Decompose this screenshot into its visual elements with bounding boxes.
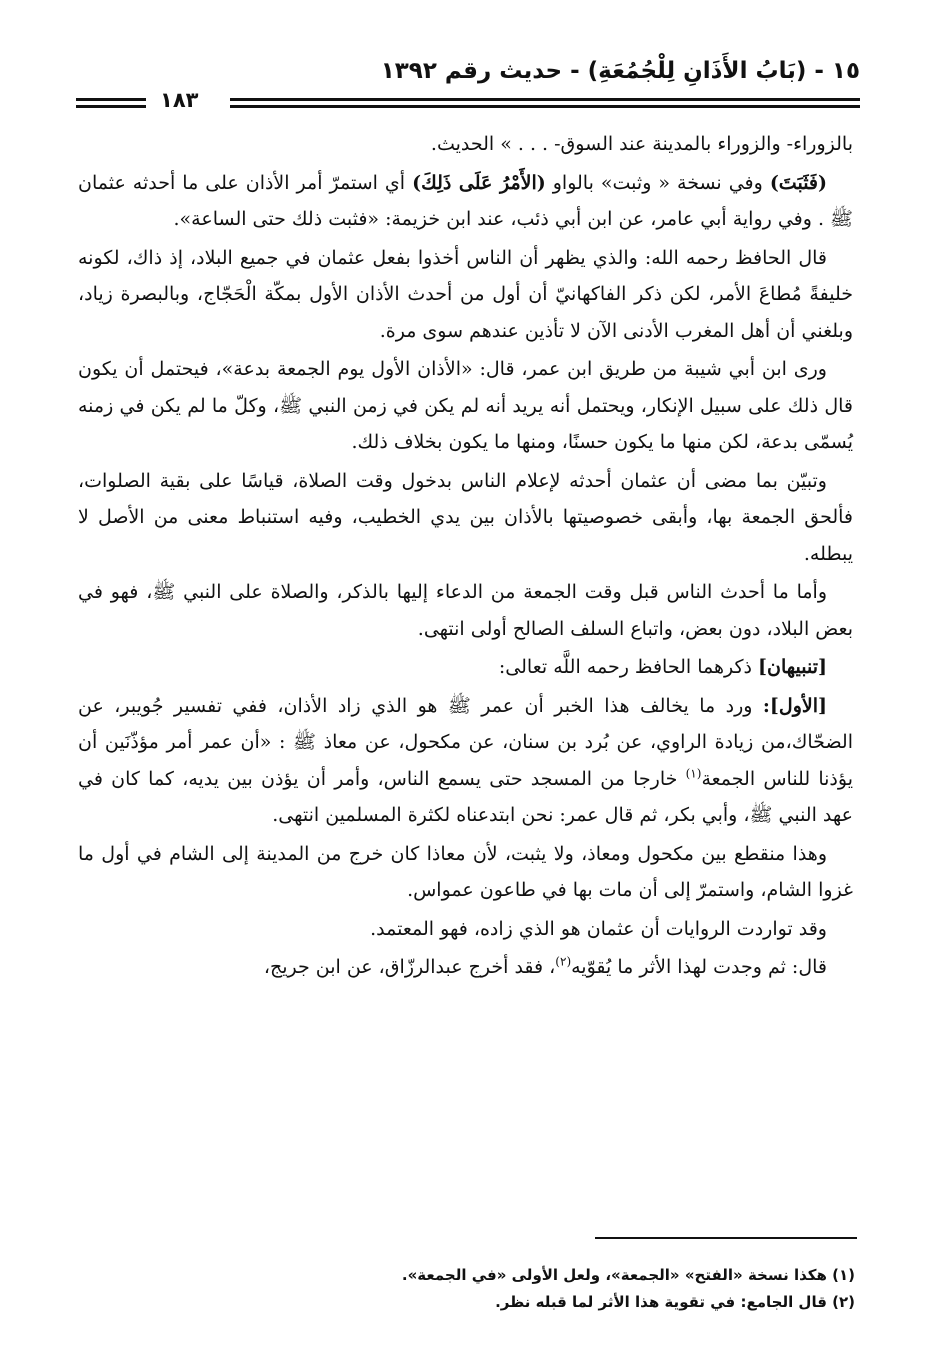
header-rule-short-bottom	[76, 105, 146, 108]
paragraph-7	[78, 649, 853, 686]
footnote-2: (٢) قال الجامع: في تقوية هذا الأثر لما قبله نظر.	[495, 1293, 855, 1311]
paragraph-text: وفي نسخة « وثبت» بالواو	[545, 171, 770, 194]
paragraph-5: وتبيّن بما مضى أن عثمان أحدثه لإعلام الناس بدخول وقت الصلاة، قياسًا على بقية الصلوات، فألحق الجمعة بها، وأبقى خصوصيتها بالأذان بين يدي الخطيب، وفيه استنباط معنى من الأصل لا يبطله.	[78, 469, 853, 565]
paragraph-text: ذكرهما الحافظ رحمه اللَّه تعالى:	[498, 656, 759, 678]
paragraph-text: قال: ثم وجدت لهذا الأثر ما يُقوّيه	[571, 956, 827, 978]
header-rule-long-bottom	[230, 105, 860, 108]
section-label: [الأول]:	[762, 694, 827, 717]
footnote-marker-2: (٢)	[555, 954, 572, 969]
footnote-marker-1: (١)	[685, 766, 702, 781]
paragraph-text: ورد ما يخالف هذا الخبر أن عمر ﷺ هو الذي زاد الأذان، ففي تفسير جُويبر، عن الضحّاك،من زيادة الراوي، عن بُرد بن سنان، عن مكحول، عن معاذ ﷺ : «أن عمر أمر مؤذّنَين أن يؤذنا للناس الجمعة	[78, 694, 853, 790]
page-header	[70, 58, 860, 112]
running-title: ١٥ - (بَابُ الأَذَانِ لِلْجُمُعَةِ) - حديث رقم ١٣٩٢	[380, 58, 860, 84]
paragraph-4: ورى ابن أبي شيبة من طريق ابن عمر، قال: «الأذان الأول يوم الجمعة بدعة»، فيحتمل أن يكون قال ذلك على سبيل الإنكار، ويحتمل أنه يريد أنه لم يكن في زمن النبي ﷺ، وكلّ ما لم يكن في زمنه يُسمّى بدعة، لكن منها ما يكون حسنًا، ومنها ما يكون بخلاف ذلك.	[78, 358, 853, 453]
paragraph-8	[78, 688, 853, 834]
paragraph-2	[78, 165, 853, 238]
paragraph-text: ، فقد أخرج عبدالرزّاق، عن ابن جريج،	[263, 956, 556, 978]
page-number: ١٨٣	[160, 88, 199, 112]
paragraph-3: قال الحافظ رحمه الله: والذي يظهر أن الناس أخذوا بفعل عثمان في جميع البلاد، إذ ذاك، لكونه خليفةً مُطاعَ الأمر، لكن ذكر الفاكهانيّ أن أول من أحدث الأذان الأول بمكّة الْحَجّاج، وبالبصرة زياد، وبلغني أن أهل المغرب الأدنى الآن لا تأذين عندهم سوى مرة.	[78, 246, 853, 342]
paragraph-text: خارجا من المسجد حتى يسمع الناس، وأمر أن يؤذن بين يديه، كما كان في عهد النبي ﷺ، وأبي بكر، ثم قال عمر: نحن ابتدعناه لكثرة المسلمين انتهى.	[78, 767, 853, 826]
paragraph-1: بالزوراء- والزوراء بالمدينة عند السوق- . . . » الحديث.	[430, 133, 853, 155]
paragraph-11	[78, 949, 853, 986]
footnote-separator	[595, 1237, 857, 1239]
paragraph-6: وأما ما أحدث الناس قبل وقت الجمعة من الدعاء إليها بالذكر، والصلاة على النبي ﷺ، فهو في بعض البلاد، دون بعض، واتباع السلف الصالح أولى انتهى.	[78, 581, 853, 640]
header-rule-short-top	[76, 98, 146, 101]
quoted-phrase: (الأَمْرُ عَلَى ذَلِكَ)	[412, 171, 546, 194]
main-text	[78, 126, 853, 988]
paragraph-text: أي استمرّ أمر الأذان على ما أحدثه عثمان ﷺ . وفي رواية أبي عامر، عن ابن أبي ذئب، عند ابن خزيمة: «فثبت ذلك حتى الساعة».	[78, 171, 853, 230]
section-label: [تنبيهان]	[758, 656, 827, 678]
quoted-phrase: (فَثَبَتَ)	[769, 171, 827, 194]
footnotes	[120, 1262, 855, 1316]
header-rule-long-top	[230, 98, 860, 101]
paragraph-9: وهذا منقطع بين مكحول ومعاذ، ولا يثبت، لأن معاذا كان خرج من المدينة إلى الشام في أول ما غزوا الشام، واستمرّ إلى أن مات بها في طاعون عمواس.	[78, 842, 853, 901]
footnote-1: (١) هكذا نسخة «الفتح» «الجمعة»، ولعل الأولى «في الجمعة».	[401, 1266, 855, 1284]
paragraph-10: وقد تواردت الروايات أن عثمان هو الذي زاده، فهو المعتمد.	[370, 917, 827, 940]
